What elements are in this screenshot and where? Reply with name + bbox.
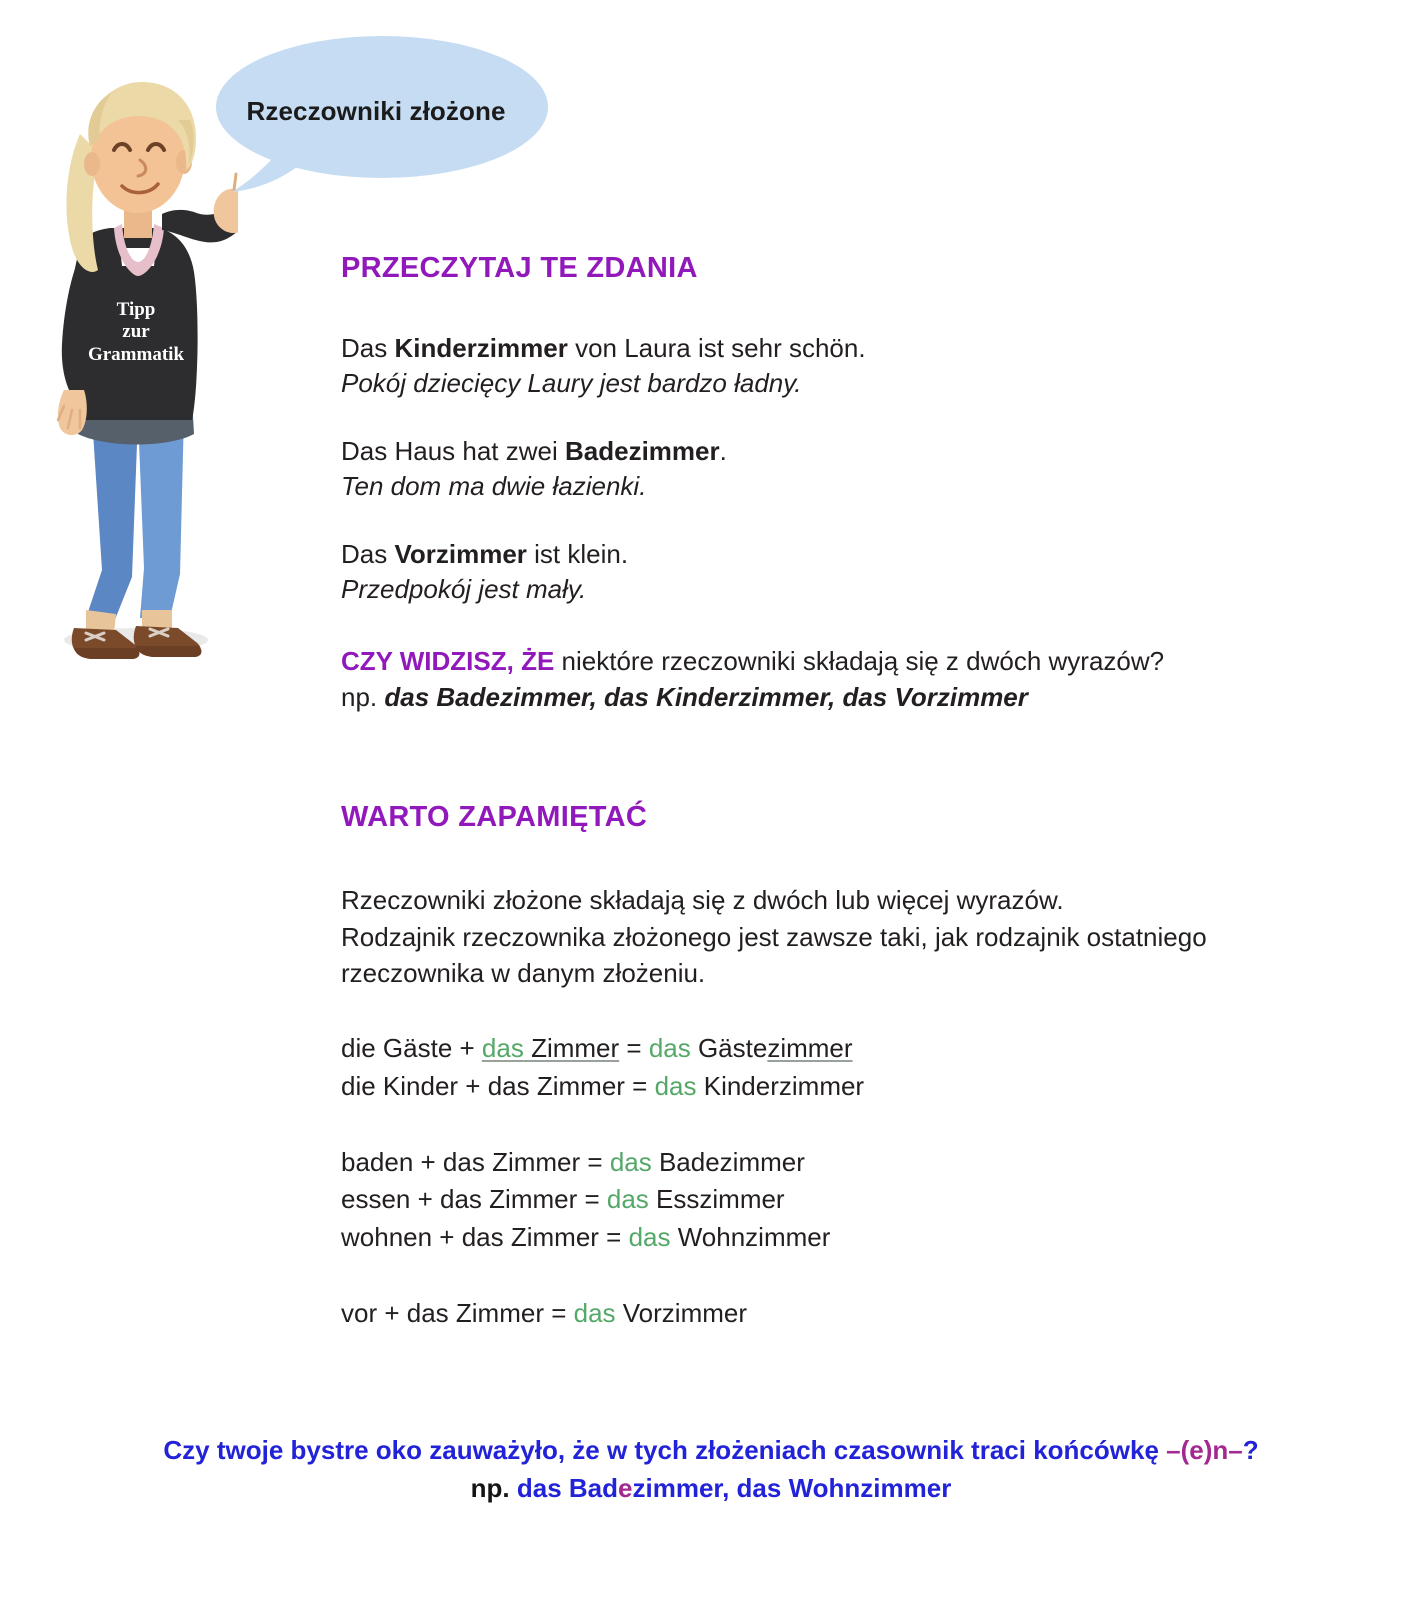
formula-group-3 (341, 1295, 1381, 1333)
formula-line (341, 1144, 1381, 1182)
formula-part: Esszimmer (648, 1184, 785, 1215)
formula-line (341, 1030, 1381, 1068)
sentence-pair (341, 537, 1381, 606)
formula-line (341, 1219, 1381, 1257)
formula-group-2 (341, 1144, 1381, 1257)
formula-article: das (606, 1184, 649, 1215)
speech-bubble-text: Rzeczowniki złożone (246, 96, 506, 126)
notice-line2 (341, 680, 1381, 715)
sentence-de (341, 434, 1381, 469)
notice-examples: das Badezimmer, das Kinderzimmer, das Vorzimmer (384, 681, 1028, 712)
formula-part: vor + das Zimmer = (341, 1297, 574, 1328)
footer-line2 (0, 1470, 1422, 1508)
footer-example-b: zimmer, das Wohnzimmer (632, 1472, 952, 1503)
shirt-text-line1: Tipp (116, 299, 156, 320)
formula-part: Wohnzimmer (670, 1222, 831, 1253)
sentence-de-keyword: Kinderzimmer (394, 333, 568, 363)
sentence-de-keyword: Badezimmer (564, 436, 720, 467)
formula-part: die Gäste + (341, 1033, 482, 1064)
notice-lead: CZY WIDZISZ, ŻE (341, 646, 555, 677)
sentence-de-before: Das (341, 539, 395, 570)
formula-part: essen + das Zimmer = (341, 1184, 607, 1215)
formula-article: das (481, 1033, 524, 1064)
sentence-pl: Przedpokój jest mały. (341, 573, 587, 604)
formula-part: = (619, 1033, 649, 1064)
footer-suffix: –(e)n– (1166, 1435, 1243, 1465)
formula-article: das (609, 1146, 652, 1177)
formula-group-1 (341, 1030, 1381, 1105)
formula-part: Vorzimmer (615, 1297, 748, 1328)
sentence-pl: Ten dom ma dwie łazienki. (341, 470, 647, 501)
shirt-text-line3: Grammatik (87, 344, 185, 365)
content-column (341, 252, 1381, 1333)
formula-article: das (654, 1071, 697, 1102)
formula-part: baden + das Zimmer = (341, 1146, 610, 1177)
sentence-de (341, 537, 1381, 572)
read-section-heading: PRZECZYTAJ TE ZDANIA (341, 252, 698, 284)
sentence-pair (341, 434, 1381, 503)
sentence-list (341, 331, 1381, 606)
sentence-de-before: Das Haus hat zwei (341, 436, 565, 467)
footer-example-highlight: e (618, 1472, 633, 1503)
notice-block (341, 644, 1381, 714)
notice-np: np. (341, 681, 385, 712)
remember-paragraph-line2: Rodzajnik rzeczownika złożonego jest zawsze taki, jak rodzajnik ostatniego (341, 921, 1207, 952)
formula-part: wohnen + das Zimmer = (341, 1222, 629, 1253)
sentence-de-after: von Laura ist sehr schön. (567, 333, 866, 363)
sentence-de-keyword: Vorzimmer (394, 539, 527, 570)
footer-question (0, 1432, 1422, 1507)
formula-line (341, 1068, 1381, 1106)
footer-line1-end: ? (1242, 1435, 1259, 1465)
footer-line1-text: Czy twoje bystre oko zauważyło, że w tych złożeniach czasownik traci końcówkę (163, 1435, 1167, 1465)
shirt-text-line2: zur (122, 321, 150, 342)
sentence-de (341, 331, 1381, 366)
remember-paragraph-line3: rzeczownika w danym złożeniu. (341, 958, 706, 989)
footer-example-a: das Bad (516, 1472, 619, 1503)
footer-np: np. (470, 1472, 517, 1503)
formula-part: Kinderzimmer (696, 1071, 865, 1102)
notice-line1 (341, 644, 1381, 679)
footer-line1 (0, 1432, 1422, 1470)
speech-bubble (204, 34, 548, 194)
formula-part: Gäste (690, 1033, 768, 1064)
sentence-de-after: . (719, 436, 727, 467)
notice-rest: niektóre rzeczowniki składają się z dwóch wyrazów? (554, 646, 1165, 677)
formula-part: die Kinder + das Zimmer = (341, 1071, 655, 1102)
sentence-pl: Pokój dziecięcy Laury jest bardzo ładny. (341, 367, 802, 398)
formula-part: zimmer (767, 1033, 853, 1064)
formula-line (341, 1181, 1381, 1219)
sentence-de-after: ist klein. (526, 539, 629, 570)
formula-article: das (573, 1297, 616, 1328)
formula-article: das (648, 1033, 691, 1064)
remember-section-heading: WARTO ZAPAMIĘTAĆ (341, 800, 648, 833)
formula-line (341, 1295, 1381, 1333)
formula-part: Badezimmer (651, 1146, 805, 1177)
sentence-de-before: Das (341, 333, 395, 363)
sentence-pair (341, 331, 1381, 400)
remember-paragraph-line1: Rzeczowniki złożone składają się z dwóch lub więcej wyrazów. (341, 884, 1064, 915)
remember-paragraph (341, 882, 1381, 993)
formula-article: das (628, 1222, 671, 1253)
formula-part: Zimmer (523, 1033, 620, 1064)
